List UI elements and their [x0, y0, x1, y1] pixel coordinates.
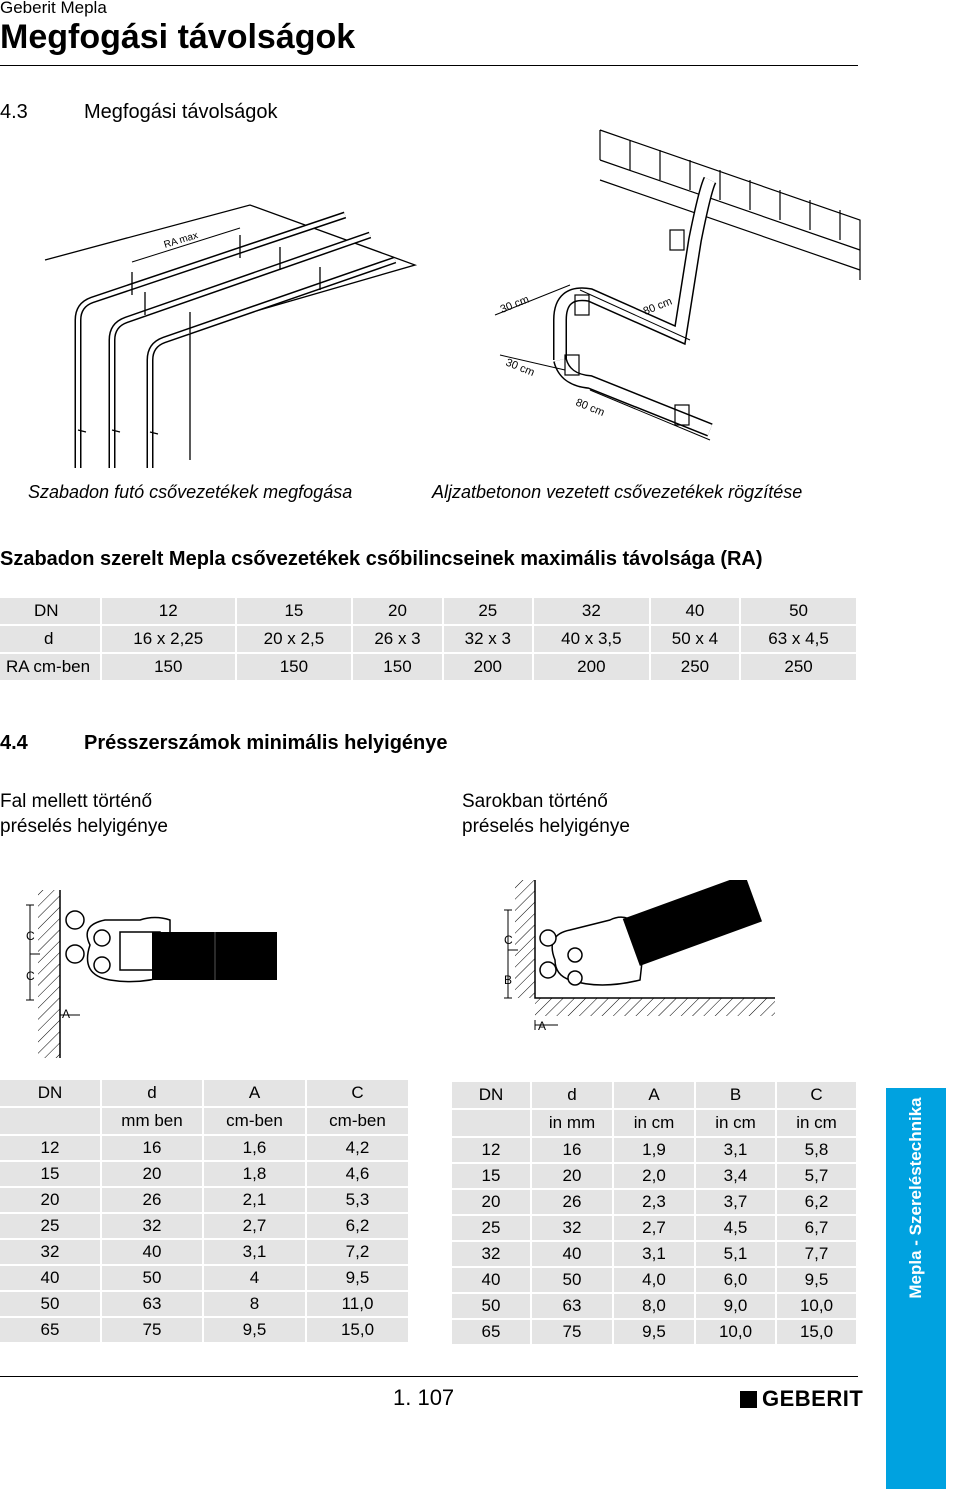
table-row [452, 1320, 858, 1346]
wall-press-figure [20, 890, 290, 1060]
cell: 1,9 [614, 1138, 696, 1164]
unit-cell: in cm [777, 1110, 858, 1138]
header-cell: A [204, 1080, 307, 1108]
cell: 32 [0, 1240, 102, 1266]
page-number: 1. 107 [393, 1385, 455, 1410]
ra-table [0, 598, 858, 682]
table-row [0, 1188, 410, 1214]
cell: 25 [444, 598, 534, 626]
header-cell: d [532, 1082, 614, 1110]
cell: 12 [452, 1138, 532, 1164]
table-header-row [452, 1082, 858, 1110]
dim-c: C [504, 933, 513, 947]
cell: 75 [102, 1318, 204, 1344]
caption-screed-pipes: Aljzatbetonon vezetett csővezetékek rögzítése [432, 482, 803, 502]
cell: 3,1 [204, 1240, 307, 1266]
cell: 2,3 [614, 1190, 696, 1216]
brand-label: Geberit Mepla [0, 0, 107, 17]
cell: 32 [102, 1214, 204, 1240]
right-heading [462, 789, 630, 839]
cell: 15,0 [307, 1318, 410, 1344]
cell: 20 [452, 1190, 532, 1216]
table-row [0, 654, 858, 682]
cell: 12 [0, 1136, 102, 1162]
cell: 6,2 [777, 1190, 858, 1216]
cell: 4,2 [307, 1136, 410, 1162]
geberit-logo [740, 1386, 863, 1412]
cell: 6,2 [307, 1214, 410, 1240]
cell: 15 [237, 598, 354, 626]
cell: 2,0 [614, 1164, 696, 1190]
unit-cell: in cm [614, 1110, 696, 1138]
logo-square-icon [740, 1391, 757, 1408]
dim-c1: C [26, 929, 35, 943]
row-head: RA cm-ben [0, 654, 102, 682]
table-row [0, 1292, 410, 1318]
unit-cell: cm-ben [307, 1108, 410, 1136]
header-cell: DN [452, 1082, 532, 1110]
left-heading-line2: préselés helyigénye [0, 816, 168, 837]
logo-text: GEBERIT [762, 1386, 864, 1411]
screed-pipes-figure [480, 120, 870, 450]
dim-30cm-upper: 30 cm [498, 293, 531, 316]
table-row [452, 1190, 858, 1216]
cell: 5,3 [307, 1188, 410, 1214]
cell: 20 [353, 598, 443, 626]
ra-max-label: RA max [162, 230, 200, 251]
corner-press-figure [500, 880, 780, 1040]
cell: 50 x 4 [651, 626, 741, 654]
cell: 9,5 [307, 1266, 410, 1292]
cell: 9,5 [777, 1268, 858, 1294]
unit-cell [0, 1108, 102, 1136]
cell: 63 x 4,5 [741, 626, 858, 654]
cell: 40 [102, 1240, 204, 1266]
cell: 32 [534, 598, 651, 626]
cell: 26 x 3 [353, 626, 443, 654]
cell: 200 [444, 654, 534, 682]
cell: 40 [532, 1242, 614, 1268]
table-row [0, 1318, 410, 1344]
cell: 50 [452, 1294, 532, 1320]
cell: 9,5 [204, 1318, 307, 1344]
cell: 9,5 [614, 1320, 696, 1346]
unit-cell: in mm [532, 1110, 614, 1138]
table-row [0, 1214, 410, 1240]
wall-press-table [0, 1080, 410, 1344]
cell: 50 [532, 1268, 614, 1294]
table-row [0, 1240, 410, 1266]
cell: 20 [0, 1188, 102, 1214]
cell: 32 [452, 1242, 532, 1268]
dim-a: A [62, 1007, 71, 1021]
ra-table-title: Szabadon szerelt Mepla csővezetékek csőbilincseinek maximális távolsága (RA) [0, 548, 763, 570]
cell: 3,1 [614, 1242, 696, 1268]
cell: 150 [237, 654, 354, 682]
cell: 40 [651, 598, 741, 626]
free-pipes-figure [40, 200, 420, 470]
cell: 8,0 [614, 1294, 696, 1320]
table-row [452, 1242, 858, 1268]
cell: 15,0 [777, 1320, 858, 1346]
header-cell: B [696, 1082, 777, 1110]
table-row [452, 1268, 858, 1294]
table-row [452, 1294, 858, 1320]
cell: 3,1 [696, 1138, 777, 1164]
cell: 2,1 [204, 1188, 307, 1214]
cell: 10,0 [777, 1294, 858, 1320]
cell: 26 [102, 1188, 204, 1214]
side-tab-label: Mepla - Szereléstechnika [906, 1097, 925, 1299]
cell: 150 [353, 654, 443, 682]
cell: 15 [452, 1164, 532, 1190]
cell: 25 [0, 1214, 102, 1240]
cell: 40 [452, 1268, 532, 1294]
right-heading-line2: préselés helyigénye [462, 816, 630, 837]
cell: 4,5 [696, 1216, 777, 1242]
cell: 63 [102, 1292, 204, 1318]
cell: 16 [102, 1136, 204, 1162]
header-cell: d [102, 1080, 204, 1108]
cell: 20 [102, 1162, 204, 1188]
table-row [0, 626, 858, 654]
cell: 1,6 [204, 1136, 307, 1162]
cell: 65 [452, 1320, 532, 1346]
cell: 9,0 [696, 1294, 777, 1320]
cell: 4,6 [307, 1162, 410, 1188]
cell: 12 [102, 598, 237, 626]
cell: 32 x 3 [444, 626, 534, 654]
cell: 5,7 [777, 1164, 858, 1190]
cell: 16 [532, 1138, 614, 1164]
cell: 2,7 [204, 1214, 307, 1240]
dim-80cm-lower: 80 cm [573, 396, 607, 420]
cell: 40 [0, 1266, 102, 1292]
cell: 5,1 [696, 1242, 777, 1268]
cell: 40 x 3,5 [534, 626, 651, 654]
header-cell: C [307, 1080, 410, 1108]
cell: 2,7 [614, 1216, 696, 1242]
cell: 150 [102, 654, 237, 682]
cell: 4,0 [614, 1268, 696, 1294]
section-number: 4.3 [0, 101, 28, 123]
cell: 10,0 [696, 1320, 777, 1346]
table-row [0, 1266, 410, 1292]
table-units-row [452, 1110, 858, 1138]
table-row [0, 1136, 410, 1162]
cell: 4 [204, 1266, 307, 1292]
cell: 1,8 [204, 1162, 307, 1188]
chapter-side-tab [886, 1088, 946, 1489]
dim-b: B [504, 973, 513, 987]
cell: 25 [452, 1216, 532, 1242]
cell: 32 [532, 1216, 614, 1242]
cell: 3,7 [696, 1190, 777, 1216]
dim-80cm-upper: 80 cm [641, 295, 674, 318]
table-units-row [0, 1108, 410, 1136]
dim-c2: C [26, 969, 35, 983]
cell: 15 [0, 1162, 102, 1188]
cell: 250 [651, 654, 741, 682]
footer-rule [0, 1376, 858, 1377]
right-heading-line1: Sarokban történő [462, 791, 608, 812]
cell: 50 [741, 598, 858, 626]
cell: 6,0 [696, 1268, 777, 1294]
cell: 65 [0, 1318, 102, 1344]
cell: 16 x 2,25 [102, 626, 237, 654]
cell: 50 [102, 1266, 204, 1292]
cell: 75 [532, 1320, 614, 1346]
left-heading [0, 789, 168, 839]
cell: 26 [532, 1190, 614, 1216]
header-cell: DN [0, 1080, 102, 1108]
table-row [0, 1162, 410, 1188]
cell: 7,7 [777, 1242, 858, 1268]
corner-press-table [452, 1082, 858, 1346]
table-row [452, 1216, 858, 1242]
cell: 7,2 [307, 1240, 410, 1266]
header-cell: A [614, 1082, 696, 1110]
cell: 6,7 [777, 1216, 858, 1242]
cell: 20 [532, 1164, 614, 1190]
cell: 11,0 [307, 1292, 410, 1318]
section2-number: 4.4 [0, 732, 28, 754]
row-head: d [0, 626, 102, 654]
unit-cell: in cm [696, 1110, 777, 1138]
table-header-row [0, 1080, 410, 1108]
cell: 3,4 [696, 1164, 777, 1190]
unit-cell: mm ben [102, 1108, 204, 1136]
cell: 8 [204, 1292, 307, 1318]
page-title: Megfogási távolságok [0, 18, 356, 56]
header-cell: C [777, 1082, 858, 1110]
cell: 5,8 [777, 1138, 858, 1164]
section2-title: Présszerszámok minimális helyigénye [84, 732, 448, 754]
unit-cell [452, 1110, 532, 1138]
left-heading-line1: Fal mellett történő [0, 791, 153, 812]
caption-free-pipes: Szabadon futó csővezetékek megfogása [28, 482, 353, 502]
table-row [0, 598, 858, 626]
dim-a-right: A [538, 1019, 547, 1033]
table-row [452, 1164, 858, 1190]
row-head: DN [0, 598, 102, 626]
cell: 250 [741, 654, 858, 682]
section-title: Megfogási távolságok [84, 101, 278, 123]
header-rule [0, 65, 858, 66]
cell: 200 [534, 654, 651, 682]
cell: 63 [532, 1294, 614, 1320]
cell: 20 x 2,5 [237, 626, 354, 654]
unit-cell: cm-ben [204, 1108, 307, 1136]
table-row [452, 1138, 858, 1164]
dim-30cm-lower: 30 cm [503, 356, 537, 380]
cell: 50 [0, 1292, 102, 1318]
